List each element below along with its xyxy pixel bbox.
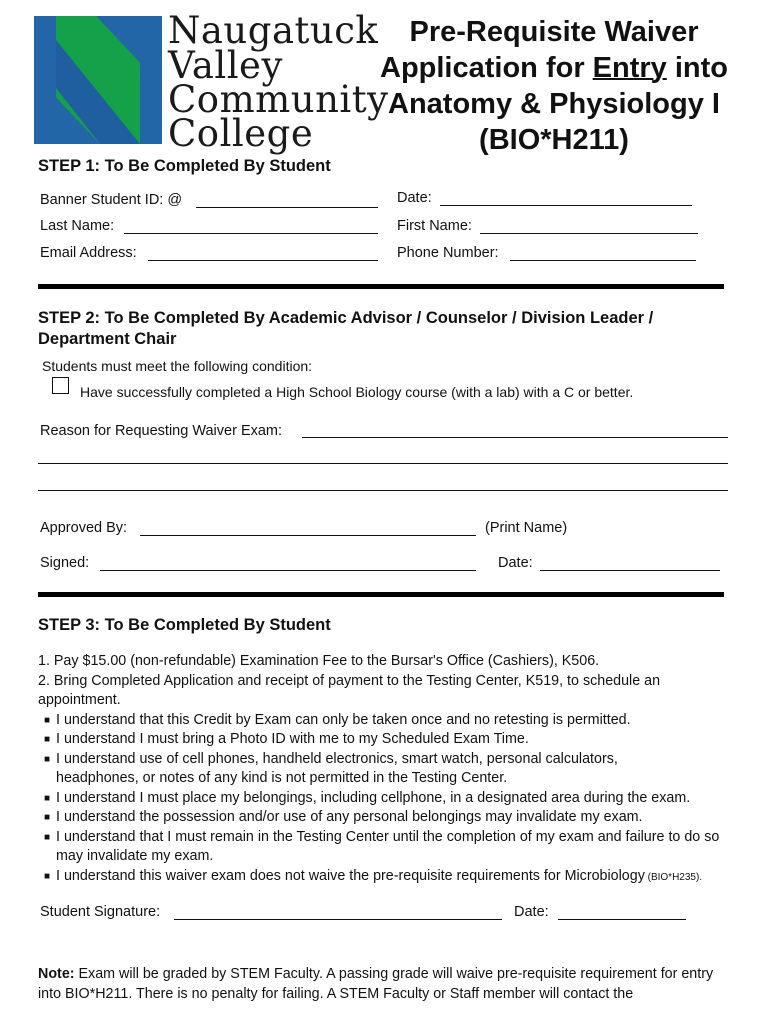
phone-field[interactable] bbox=[510, 260, 696, 261]
list-item bbox=[38, 750, 738, 789]
title-part-2: into Anatomy & Physiology I (BIO*H211) bbox=[388, 52, 729, 156]
signed-label: Signed: bbox=[40, 555, 90, 571]
reason-field-line-1[interactable] bbox=[302, 437, 728, 438]
title-part-1: Pre-Requisite Waiver Application for bbox=[380, 16, 699, 84]
list-item bbox=[38, 730, 738, 750]
reason-field-line-2[interactable] bbox=[38, 463, 728, 464]
instruction-item-2: 2. Bring Completed Application and receipt of payment to the Testing Center, K519, to schedule an bbox=[38, 672, 661, 689]
bullet-icon: ■ bbox=[44, 870, 51, 882]
approved-by-label: Approved By: bbox=[40, 520, 128, 536]
section-divider-1 bbox=[38, 284, 724, 289]
step1-heading: STEP 1: To Be Completed By Student bbox=[38, 157, 331, 175]
approved-by-field[interactable] bbox=[140, 535, 476, 536]
instruction-item-2-cont: appointment. bbox=[38, 692, 121, 708]
section-divider-2 bbox=[38, 592, 724, 597]
list-item bbox=[38, 867, 738, 888]
step3-heading: STEP 3: To Be Completed By Student bbox=[38, 616, 331, 634]
student-signature-field[interactable] bbox=[174, 919, 502, 920]
phone-label: Phone Number: bbox=[397, 245, 499, 261]
print-name-label: (Print Name) bbox=[485, 520, 568, 536]
bullet-text: I understand the possession and/or use of any personal belongings may invalidate my exam. bbox=[56, 809, 643, 825]
list-item bbox=[38, 789, 738, 809]
logo-line-1: Naugatuck bbox=[168, 9, 379, 52]
bullet-icon: ■ bbox=[44, 734, 51, 745]
bullet-text: I understand I must place my belongings, including cellphone, in a designated area during the exam. bbox=[56, 789, 691, 806]
step2-date-field[interactable] bbox=[540, 570, 720, 571]
note-label: Note: bbox=[38, 966, 75, 982]
bullet-icon: ■ bbox=[44, 792, 51, 804]
step3-instructions bbox=[38, 652, 738, 887]
reason-field-line-3[interactable] bbox=[38, 490, 728, 491]
last-name-label: Last Name: bbox=[40, 218, 115, 234]
list-item bbox=[38, 808, 738, 828]
note-paragraph bbox=[38, 965, 738, 1004]
reason-label: Reason for Requesting Waiver Exam: bbox=[40, 423, 283, 439]
bullet-text-last bbox=[56, 867, 702, 888]
student-signature-label: Student Signature: bbox=[40, 904, 161, 920]
step2-date-label: Date: bbox=[498, 555, 533, 571]
step2-heading-line-2: Department Chair bbox=[38, 330, 177, 348]
bullet-text: I understand that I must remain in the Testing Center until the completion of my exam and failure to do so may invalidate my exam. bbox=[56, 828, 720, 864]
college-logo bbox=[34, 16, 162, 144]
list-item bbox=[38, 828, 738, 867]
bullet-text: I understand use of cell phones, handheld electronics, smart watch, personal calculators, headphones, or notes of any kind is not permitted in the Testing Center. bbox=[56, 750, 618, 786]
step1-date-field[interactable] bbox=[440, 205, 692, 206]
bullet-text: I understand that this Credit by Exam can only be taken once and no retesting is permitted. bbox=[56, 711, 631, 728]
bullet-icon: ■ bbox=[44, 753, 51, 765]
banner-id-label: Banner Student ID: @ bbox=[40, 192, 183, 208]
banner-id-field[interactable] bbox=[196, 207, 378, 208]
logo-line-4: College bbox=[168, 112, 314, 155]
first-name-label: First Name: bbox=[397, 218, 472, 234]
last-name-field[interactable] bbox=[124, 233, 378, 234]
logo-line-3: Community bbox=[168, 78, 389, 121]
note-text: Exam will be graded by STEM Faculty. A passing grade will waive pre-requisite requirement for entry into BIO*H211. There is no penalty for failing. A STEM Faculty or Staff member will contact the bbox=[38, 966, 714, 1002]
nvcc-logo-mark-icon bbox=[34, 16, 162, 144]
email-field[interactable] bbox=[148, 260, 378, 261]
condition-text: Have successfully completed a High School Biology course (with a lab) with a C or better. bbox=[80, 384, 634, 400]
signed-field[interactable] bbox=[100, 570, 476, 571]
email-label: Email Address: bbox=[40, 245, 137, 261]
bullet-text: I understand I must bring a Photo ID with me to my Scheduled Exam Time. bbox=[56, 731, 529, 747]
bullet-icon: ■ bbox=[44, 812, 51, 823]
last-bullet-text: I understand this waiver exam does not waive the pre-requisite requirements for Microbiology bbox=[56, 867, 645, 884]
condition-checkbox[interactable] bbox=[52, 377, 69, 394]
step2-heading-line-1: STEP 2: To Be Completed By Academic Advisor / Counselor / Division Leader / bbox=[38, 309, 654, 327]
bullet-icon: ■ bbox=[44, 831, 51, 843]
logo-line-2: Valley bbox=[168, 44, 283, 87]
page-title bbox=[380, 14, 728, 158]
bullet-icon: ■ bbox=[44, 714, 51, 726]
title-underlined: Entry bbox=[592, 52, 667, 84]
step3-date-label: Date: bbox=[514, 904, 549, 920]
last-bullet-course-code: (BIO*H235). bbox=[644, 871, 703, 883]
condition-intro: Students must meet the following condition: bbox=[42, 358, 313, 374]
step3-date-field[interactable] bbox=[558, 919, 686, 920]
step1-date-label: Date: bbox=[397, 190, 432, 206]
first-name-field[interactable] bbox=[480, 233, 698, 234]
instruction-item-1: 1. Pay $15.00 (non-refundable) Examination Fee to the Bursar's Office (Cashiers), K506. bbox=[38, 653, 600, 669]
list-item bbox=[38, 711, 738, 731]
